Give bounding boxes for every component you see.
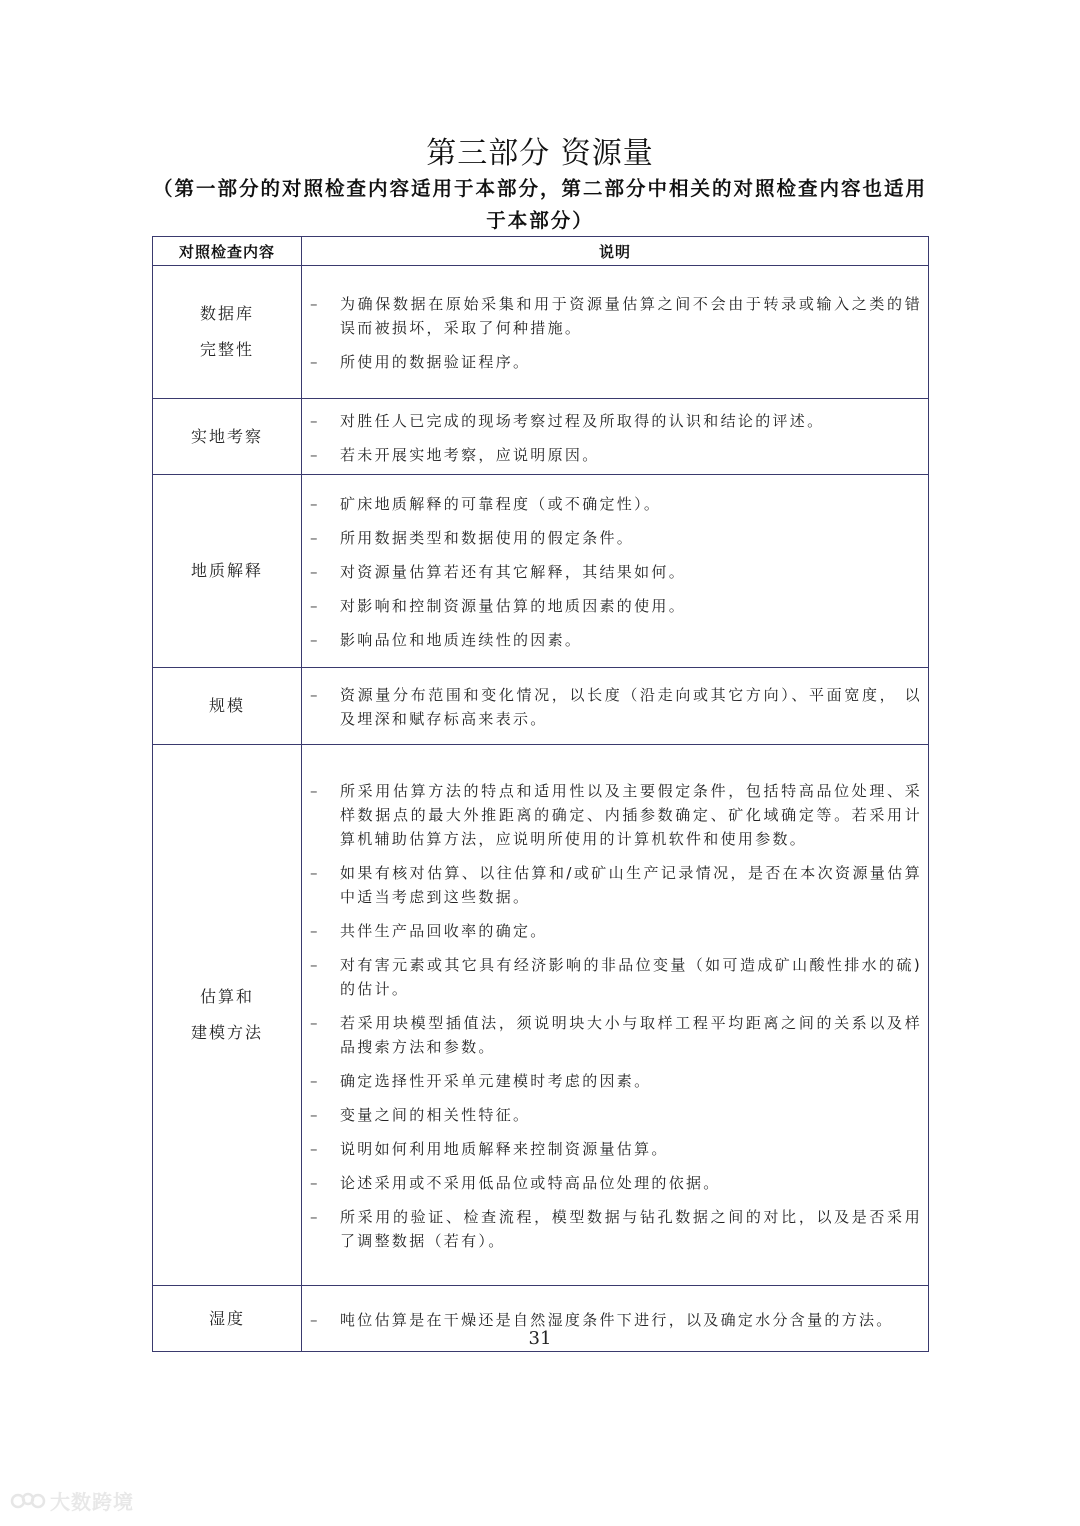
- dash-bullet: –: [310, 1310, 318, 1329]
- table-row: [153, 475, 929, 668]
- table-header-row: [153, 237, 929, 266]
- list-item: [308, 1011, 922, 1059]
- list-item: [308, 1069, 922, 1093]
- item-text: 论述采用或不采用低品位或特高品位处理的依据。: [340, 1174, 721, 1192]
- dash-bullet: –: [310, 782, 318, 800]
- category-line: 完整性: [199, 340, 254, 359]
- item-text: 对影响和控制资源量估算的地质因素的使用。: [340, 597, 687, 615]
- page-subtitle: （第一部分的对照检查内容适用于本部分，第二部分中相关的对照检查内容也适用于本部分）: [152, 177, 927, 232]
- item-text: 矿床地质解释的可靠程度（或不确定性）。: [340, 495, 662, 513]
- item-text: 吨位估算是在干燥还是自然湿度条件下进行，以及确定水分含量的方法。: [340, 1310, 894, 1329]
- dash-bullet: –: [310, 353, 318, 371]
- row-description: [302, 745, 929, 1286]
- list-item: [308, 861, 922, 909]
- dash-bullet: –: [310, 1072, 318, 1090]
- row-category: [153, 266, 302, 399]
- watermark-text: 大数跨境: [50, 1490, 134, 1514]
- item-text: 所使用的数据验证程序。: [340, 353, 531, 371]
- category-line: 估算和: [199, 987, 254, 1006]
- list-item: [308, 953, 922, 1001]
- row-category: [153, 745, 302, 1286]
- table-row: [153, 745, 929, 1286]
- category-line: 实地考察: [190, 426, 263, 446]
- table-row: [153, 399, 929, 475]
- watermark-logo-icon: [10, 1489, 46, 1513]
- table-row: [153, 266, 929, 399]
- row-category: [153, 668, 302, 745]
- list-item: [308, 492, 922, 516]
- table-row: [153, 668, 929, 745]
- row-category: [153, 475, 302, 668]
- dash-bullet: –: [310, 495, 318, 513]
- row-description: [302, 668, 929, 745]
- item-text: 所采用估算方法的特点和适用性以及主要假定条件，包括特高品位处理、采样数据点的最大外推距离的确定、内插参数确定、矿化域确定等。若采用计算机辅助估算方法，应说明所使用的计算机软件和使用参数。: [340, 782, 922, 848]
- category-line: 湿度: [208, 1308, 245, 1328]
- item-text: 所用数据类型和数据使用的假定条件。: [340, 529, 635, 547]
- dash-bullet: –: [310, 295, 318, 313]
- dash-bullet: –: [310, 956, 318, 974]
- dash-bullet: –: [310, 1106, 318, 1124]
- item-text: 共伴生产品回收率的确定。: [340, 922, 548, 940]
- dash-bullet: –: [310, 529, 318, 547]
- category-line: 地质解释: [190, 561, 263, 580]
- page-title: 第三部分 资源量: [426, 136, 654, 171]
- dash-bullet: –: [310, 864, 318, 882]
- list-item: [308, 1103, 922, 1127]
- list-item: [308, 443, 922, 467]
- category-line: 建模方法: [190, 1023, 263, 1042]
- dash-bullet: –: [310, 631, 318, 649]
- dash-bullet: –: [310, 1174, 318, 1192]
- dash-bullet: –: [310, 1208, 318, 1226]
- list-item: [308, 560, 922, 584]
- page-number: 31: [528, 1328, 552, 1349]
- item-text: 若采用块模型插值法，须说明块大小与取样工程平均距离之间的关系以及样品搜索方法和参数。: [340, 1014, 922, 1056]
- row-description: [302, 266, 929, 399]
- dash-bullet: –: [310, 597, 318, 615]
- list-item: [308, 350, 922, 374]
- list-item: [308, 594, 922, 618]
- checklist-table: [152, 236, 929, 1352]
- list-item: [308, 683, 922, 731]
- list-item: [308, 628, 922, 652]
- dash-bullet: –: [310, 1014, 318, 1032]
- dash-bullet: –: [310, 1140, 318, 1158]
- dash-bullet: –: [310, 563, 318, 581]
- item-text: 对资源量估算若还有其它解释，其结果如何。: [340, 563, 687, 581]
- item-text: 资源量分布范围和变化情况，以长度（沿走向或其它方向）、平面宽度， 以及埋深和赋存标高来表示。: [340, 686, 922, 728]
- watermark: [10, 1486, 134, 1515]
- dash-bullet: –: [310, 686, 318, 704]
- item-text: 对有害元素或其它具有经济影响的非品位变量（如可造成矿山酸性排水的硫)的估计。: [340, 956, 922, 998]
- list-item: [308, 1137, 922, 1161]
- list-item: [308, 409, 922, 433]
- header-check-content: 对照检查内容: [153, 237, 302, 266]
- row-description: [302, 475, 929, 668]
- item-text: 确定选择性开采单元建模时考虑的因素。: [340, 1072, 652, 1090]
- list-item: [308, 1171, 922, 1195]
- list-item: [308, 919, 922, 943]
- item-text: 对胜任人已完成的现场考察过程及所取得的认识和结论的评述。: [340, 411, 825, 430]
- item-text: 为确保数据在原始采集和用于资源量估算之间不会由于转录或输入之类的错误而被损坏，采取了何种措施。: [340, 295, 922, 337]
- category-line: 规模: [208, 696, 245, 715]
- dash-bullet: –: [310, 445, 318, 464]
- item-text: 如果有核对估算、以往估算和/或矿山生产记录情况，是否在本次资源量估算中适当考虑到这些数据。: [340, 864, 922, 906]
- list-item: [308, 292, 922, 340]
- list-item: [308, 779, 922, 851]
- dash-bullet: –: [310, 411, 318, 430]
- list-item: [308, 1205, 922, 1253]
- dash-bullet: –: [310, 922, 318, 940]
- list-item: [308, 526, 922, 550]
- item-text: 所采用的验证、检查流程，模型数据与钻孔数据之间的对比，以及是否采用了调整数据（若有）。: [340, 1208, 922, 1250]
- item-text: 影响品位和地质连续性的因素。: [340, 631, 583, 649]
- row-category: [153, 399, 302, 475]
- row-description: [302, 399, 929, 475]
- header-description: 说明: [302, 237, 929, 266]
- category-line: 数据库: [199, 304, 254, 323]
- item-text: 说明如何利用地质解释来控制资源量估算。: [340, 1140, 669, 1158]
- item-text: 变量之间的相关性特征。: [340, 1106, 531, 1124]
- item-text: 若未开展实地考察，应说明原因。: [340, 445, 600, 464]
